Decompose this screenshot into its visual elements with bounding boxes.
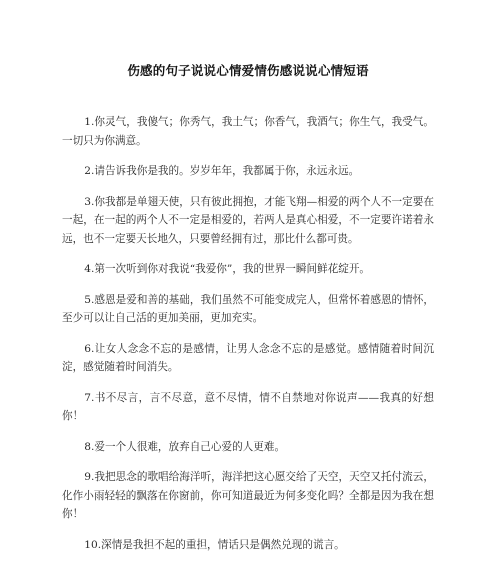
quote-item-5: 5.感恩是爱和善的基础，我们虽然不可能变成完人，但常怀着感恩的情怀，至少可以让自己活的更加美丽，更加充实。 [62, 293, 434, 324]
quote-item-9: 9.我把思念的歌唱给海洋听，海洋把这心愿交给了天空，天空又托付流云，化作小雨轻轻的飘落在你窗前，你可知道最近为何多变化吗？全都是因为我在想你！ [62, 471, 434, 520]
quote-item-8: 8.爱一个人很难，放弃自己心爱的人更难。 [84, 440, 286, 453]
quote-item-2: 2.请告诉我你是我的。岁岁年年，我都属于你，永远永远。 [84, 165, 360, 177]
quote-list [62, 113, 434, 554]
quote-item-3: 3.你我都是单翅天使，只有彼此拥抱，才能飞翔—相爱的两个人不一定要在一起，在一起的两个人不一定是相爱的，若两人是真心相爱，不一定要许诺着永远，也不一定要天长地久，只要曾经拥有过，那比什么都可贵。 [62, 195, 434, 245]
document-title: 伤感的句子说说心情爱情伤感说说心情短语 [127, 63, 369, 78]
quote-item-6: 6.让女人念念不忘的是感情，让男人念念不忘的是感觉。感情随着时间沉淀，感觉随着时间消失。 [62, 342, 434, 373]
quote-item-4: 4.第一次听到你对我说“我爱你”，我的世界一瞬间鲜花绽开。 [84, 263, 371, 275]
quote-item-7: 7.书不尽言，言不尽意，意不尽情，情不自禁地对你说声——我真的好想你！ [62, 391, 434, 422]
quote-item-1: 1.你灵气，我傻气；你秀气，我土气；你香气，我酒气；你生气，我受气。一切只为你满意。 [62, 116, 434, 147]
quote-item-10: 10.深情是我担不起的重担，情话只是偶然兑现的谎言。 [84, 538, 345, 551]
